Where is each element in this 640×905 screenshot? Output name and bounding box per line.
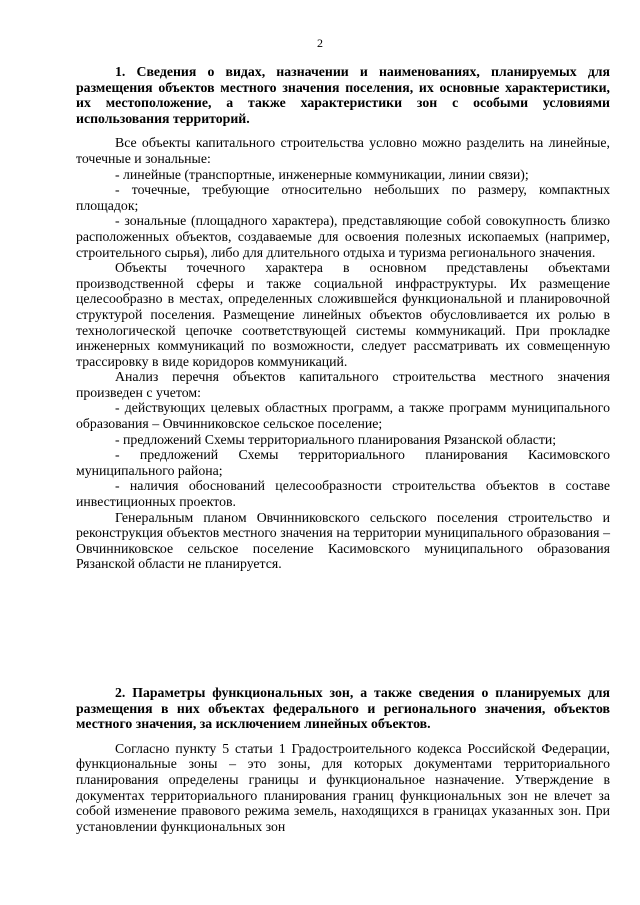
list-item: - точечные, требующие относительно небольших по размеру, компактных площадок; [76, 182, 610, 213]
list-item: - наличия обоснований целесообразности строительства объектов в составе инвестиционных проектов. [76, 478, 610, 510]
list-item: - зональные (площадного характера), представляющие собой совокупность близко расположенных объектов, создаваемые для освоения полезных ископаемых (например, строительного сырья), либо для длительного отдыха и туризма регионального значения. [76, 213, 610, 260]
section-1-heading: 1. Сведения о видах, назначении и наименованиях, планируемых для размещения объектов местного значения поселения, их основные характеристики, их местоположение, а также характеристики зон с особыми условиями использования территорий. [76, 64, 610, 126]
page-number: 2 [317, 36, 323, 50]
list-item: - действующих целевых областных программ, а также программ муниципального образования – Овчинниковское сельское поселение; [76, 400, 610, 432]
section-2 [76, 685, 610, 834]
list-item: - предложений Схемы территориального планирования Рязанской области; [115, 431, 557, 447]
list-item: - линейные (транспортные, инженерные коммуникации, линии связи); [115, 166, 529, 182]
paragraph: Объекты точечного характера в основном представлены объектами производственной сферы и также социальной инфраструктуры. Их размещение целесообразно в местах, определенных сложившейся функциональной и планировочной структурой поселения. Размещение линейных объектов обусловливается их ролью в технологической цепочке соответствующей системы коммуникаций. При прокладке инженерных коммуникаций по возможности, следует рассматривать их совмещенную трассировку в виде коридоров коммуникаций. [76, 260, 610, 369]
paragraph: Все объекты капитального строительства условно можно разделить на линейные, точечные и зональные: [76, 135, 610, 166]
list-item: - предложений Схемы территориального планирования Касимовского муниципального района; [76, 447, 610, 478]
paragraph: Анализ перечня объектов капитального строительства местного значения произведен с учетом: [76, 369, 610, 400]
section-2-heading: 2. Параметры функциональных зон, а также сведения о планируемых для размещения в них объектах федерального и регионального значения, объектов местного значения, за исключением линейных объектов. [76, 685, 610, 732]
section-1 [76, 64, 610, 572]
paragraph: Генеральным планом Овчинниковского сельского поселения строительство и реконструкция объектов местного значения на территории муниципального образования – Овчинниковское сельское поселение Касимовского муниципального образования Рязанской области не планируется. [76, 509, 610, 572]
paragraph: Согласно пункту 5 статьи 1 Градостроительного кодекса Российской Федерации, функциональные зоны – это зоны, для которых документами территориального планирования определены границы и функциональное назначение. Утверждение в документах территориального планирования границ функциональных зон не влечет за собой изменение правового режима земель, находящихся в границах указанных зон. При установлении функциональных зон [76, 740, 610, 834]
